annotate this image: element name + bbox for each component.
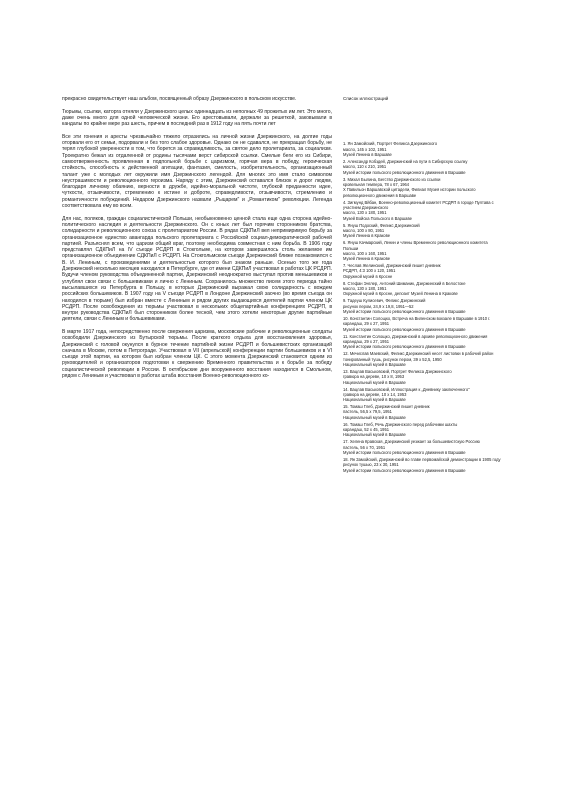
illustration-medium: тонированный тушь, рисунок пером, 39 x 52,5, 1950 <box>343 356 442 362</box>
illustration-location: Окружной музей в Кросне <box>343 273 393 279</box>
illustration-title: 12. Мечислав Маевский, Феликс Дзержинский несет листовки в рабочий район <box>343 351 494 357</box>
illustration-location: Национальный музей в Варшаве <box>343 379 406 385</box>
illustration-entry <box>343 351 503 367</box>
illustration-location: Музей истории польского революционного движения в Варшаве <box>343 169 466 175</box>
illustration-title: 11. Константин Солощко, Дзержинский в архиве революционного движения <box>343 333 488 339</box>
illustration-location: Музей истории польского революционного движения в Варшаве <box>343 309 466 315</box>
illustration-location: Музей истории польского революционного движения в Варшаве <box>343 450 466 456</box>
illustration-title: 2. Александр Кобздей, Дзержинский на пути в Сибирскую ссылку <box>343 158 468 164</box>
illustration-entry <box>343 457 503 473</box>
illustration-location: Музей истории польского революционного движения в Варшаве <box>343 467 466 473</box>
main-text-column <box>62 96 332 386</box>
illustration-location: X Павильон Варшавской цитадели, Филиал Музея истории польского революционного движения в Варшаве <box>343 187 477 198</box>
illustration-location: Национальный музей в Варшаве <box>343 414 406 420</box>
illustration-entry <box>343 439 503 455</box>
illustration-medium: масло, 110 x 210, 1951 <box>343 164 387 170</box>
illustration-entry <box>343 281 503 297</box>
illustration-entry <box>343 200 503 221</box>
illustration-title: 1. Ян Замойский, Портрет Феликса Дзержинского <box>343 141 438 147</box>
paragraph: Для нас, поляков, граждан социалистической Польши, необыкновенно ценной стала еще одна сторона идейно-политического наследия и деятельности Дзержинского. Он с юных лет был горячим сторонником братства, солидарности и революционного союза с пролетариатом России. В рядах СДКПиЛ вел непримиримую борьбу за организационное единство авангарда польского пролетариата с Российской социал-демократической рабочей партией. Разъяснял всем, что царизм общий враг, поэтому необходима совместная с ним борьба. В 1906 году представлял СДКПиЛ на IV съезде РСДРП в Стокгольме, на котором завершилось столь желаемое им организационное объединение СДКПиЛ с РСДРП. На Стокгольмском съезде Дзержинский ближе познакомился с В. И. Лениным, с произведениями и деятельностью которого был знаком раньше. Осенью того же года Дзержинский несколько месяцев находился в Петербурге, где от имени СДКПиЛ участвовал в работах ЦК РСДРП. Будучи членом руководства объединенной партии, Дзержинский неоднократно выступал против меньшевиков и углублял свои связи с большевиками и лично с Лениным. Сохранилось множество писем этого периода тайно высылавшихся из Петербурга в Польшу, в которых Дзержинский выражал свою солидарность с вождем российских большевиков. В 1907 году на V съезде РСДРП в Лондоне Дзержинский заочно (во время съезда он находился в тюрьме) был избран вместе с Лениным и рядом других выдающихся деятелей партии членом ЦК РСДРП. После освобождения из тюрьмы участвовал в нескольких общепартийных конференциях РСДРП, в внутри руководства СДКПиЛ был сторонником более тесной, чем этого хотели некоторые другие партийные деятели, связи с Лениным и большевиками. <box>62 215 332 323</box>
illustration-title: 16. Томаш Глеб, Речь Дзержинского перед рабочими шахты <box>343 421 458 427</box>
illustration-medium: пастель, 56,5 x 79,5, 1951 <box>343 409 392 415</box>
illustration-entry <box>343 263 503 279</box>
illustration-title: 4. Зигмунд Вйбан, Военно-революционный комитет РСДРП в городе Пултава с участием Дзержинского <box>343 199 495 210</box>
illustration-entry <box>343 422 503 438</box>
illustration-entry <box>343 387 503 403</box>
illustration-title: 5. Януш Подоский, Феликс Дзержинский <box>343 222 420 228</box>
illustration-title: 7. Чеслав Желинский, Дзержинский пишет дневник <box>343 263 441 269</box>
illustration-medium: масло, 130 x 180, 1951 <box>343 210 387 216</box>
illustration-entry <box>343 141 503 157</box>
paragraph: В марте 1917 года, непосредственно после свержения царизма, московские рабочие и революционные солдаты освободили Дзержинского из Бутырской тюрьмы. После краткого отдыха для восстановления здоровья, Дзержинский с головой окунулся в бурное течение партийной жизни РСДРП и большевистских организаций сначала в Москве, потом в Петрограде. Участвовал в VII (апрельской) конференции партии большевиков и в VI съезде этой партии, на котором был избран членом ЦК. С этого момента Дзержинский становится одним из руководителей и организаторов подготовки к свержению Временного правительства и к борьбе за победу социалистической революции в России. В октябрьские дни вооруженного восстания находился в Смольном, рядом с Лениным и участвовал в работах штаба восстания Военно-революционного ко- <box>62 328 332 380</box>
illustration-entry <box>343 223 503 239</box>
illustration-title: 18. Ян Замойский, Дзержинский во главе первомайской демонстрации в 1905 году <box>343 457 501 462</box>
illustration-medium: гравюра на дереве, 10 x 14, 1953 <box>343 391 407 397</box>
illustration-entry <box>343 159 503 175</box>
illustration-location: Национальный музей в Варшаве <box>343 361 406 367</box>
illustrations-list <box>343 141 503 473</box>
illustration-title: 8. Стефан Энглер, Антоний Шиманик, Дзержинский в Белостоке <box>343 280 466 286</box>
illustration-medium: РСДРП, 4:3 100 x 120, 1951 <box>343 268 396 274</box>
illustration-medium: масло, 100 x 160, 1951 <box>343 250 387 256</box>
illustration-entry <box>343 369 503 385</box>
illustration-medium: карандаш, 52 x 45, 1951 <box>343 427 390 433</box>
illustration-medium: карандаш, 29 x 27, 1951 <box>343 321 390 327</box>
illustration-medium: рисунок тушью, 23 x 30, 1951 <box>343 462 399 468</box>
illustration-title: 3. Михал Былина, Бегство Дзержинского из ссылки <box>343 176 441 182</box>
illustrations-list-title: Список иллюстраций <box>343 96 389 101</box>
illustration-entry <box>343 334 503 350</box>
illustration-location: Музей Ленина в Варшаве <box>343 152 392 158</box>
illustration-medium: гравюра на дереве, 10 x 8, 1953 <box>343 374 405 380</box>
illustration-title: 17. Хелена Кравская, Дзержинский уезжает за большевистскую Россию <box>343 439 480 445</box>
illustration-location: Окружной музей в Кросне, депозит Музей Ленина в Кракове <box>343 291 458 297</box>
illustration-location: Музей истории польского революционного движения в Варшаве <box>343 326 466 332</box>
paragraph: прекрасно свидетельствует наш альбом, посвященный образу Дзержинского в польском искусстве. <box>62 96 297 102</box>
paragraph: Все эти гонения и аресты чрезвычайно тяжело отразились на личной жизни Дзержинского, на долгие годы оторвали его от семьи, подорвали и без того слабое здоровье. Однако он не сдавался, не прекращал борьбу, не терял глубокой уверенности в том, что борется за справедливость, за святое дело пролетариата, за социализм. Троекратно бежал из отдаленной от родины тысячами верст сибирской ссылки. Смелые беги его из Сибири, самоотверженность проявленная в подпольной борьбе с царизмом, горячая вера в победу, героическая стойкость, способность к действенной агитации, фантазия, смелость, изобретательность, организационный талант уже с молодых лет окружили имя Дзержинского легендой. Для многих это имя стало символом неустрашимости и революционного героизма. Наряду с этим, Дзержинский оставался близок и дорог людям, благодаря личному обаянию, верности в дружбе, идейно-моральной чистоте, глубокой преданности идее, чуткости, отзывчивости, стремлению к истине и доброте, справедливости, отзывчивости, стремлению и романтичности побуждений. Недаром Дзержинского назвали „Рыцарем" и „Романтиком" революции. Легенда соответствовала ему во всем. <box>62 133 332 210</box>
illustration-medium: рисунок пером, 24,9 x 19,8, 1951—52 <box>343 303 414 309</box>
illustration-entry <box>343 316 503 332</box>
illustration-title: 6. Януш Качмарский, Ленин и члены Временного революционного комитета Польши <box>343 240 489 251</box>
illustration-location: Национальный музей в Варшаве <box>343 432 406 438</box>
illustration-title: 9. Тадеуш Кулисевич, Феликс Дзержинский <box>343 298 426 304</box>
illustration-title: 14. Вацлав Васьковский, Иллюстрация к „Дневнику заключенного" <box>343 386 470 392</box>
illustration-location: Музей истории польского революционного движения в Варшаве <box>343 344 466 350</box>
illustration-medium: масло, 145 x 102, 1951 <box>343 146 387 152</box>
illustration-title: 13. Вацлав Васьковский, Портрет Феликса Дзержинского <box>343 368 452 374</box>
illustration-medium: карандаш, 29 x 27, 1951 <box>343 338 390 344</box>
illustration-entry <box>343 404 503 420</box>
illustration-medium: кровельная темпера, 78 x 67, 1964 <box>343 181 410 187</box>
illustration-location: Национальный музей в Варшаве <box>343 397 406 403</box>
illustration-entry <box>343 177 503 198</box>
illustration-title: 10. Константин Солощко, Встреча на Виленском вокзале в Варшаве в 1910 г. <box>343 316 491 321</box>
illustration-title: 15. Томаш Глеб, Дзержинский пишет дневник <box>343 404 430 410</box>
illustration-entry <box>343 240 503 261</box>
illustration-location: Музей Ленина в Кракове <box>343 256 390 262</box>
illustration-location: Музей Войска Польского в Варшаве <box>343 215 412 221</box>
illustration-medium: масло, 130 x 180, 1951 <box>343 286 387 292</box>
illustration-entry <box>343 298 503 314</box>
illustration-location: Музей Ленина в Кракове <box>343 233 390 239</box>
paragraph: Тюрьмы, ссылки, каторга отняли у Дзержинского целых одиннадцать из неполных 49 прожитых им лет. Это много, даже очень много для одной человеческой жизни. Его арестовывали, держали за решеткой, заковывали в кандалы по крайне мере раз шесть, причем в последний раз в 1912 году на пять почти лет <box>62 108 332 128</box>
illustration-medium: пастель, 56 x 70, 1951 <box>343 444 386 450</box>
illustrations-column <box>343 96 503 475</box>
illustration-medium: масло, 100 x 80, 1951 <box>343 227 385 233</box>
